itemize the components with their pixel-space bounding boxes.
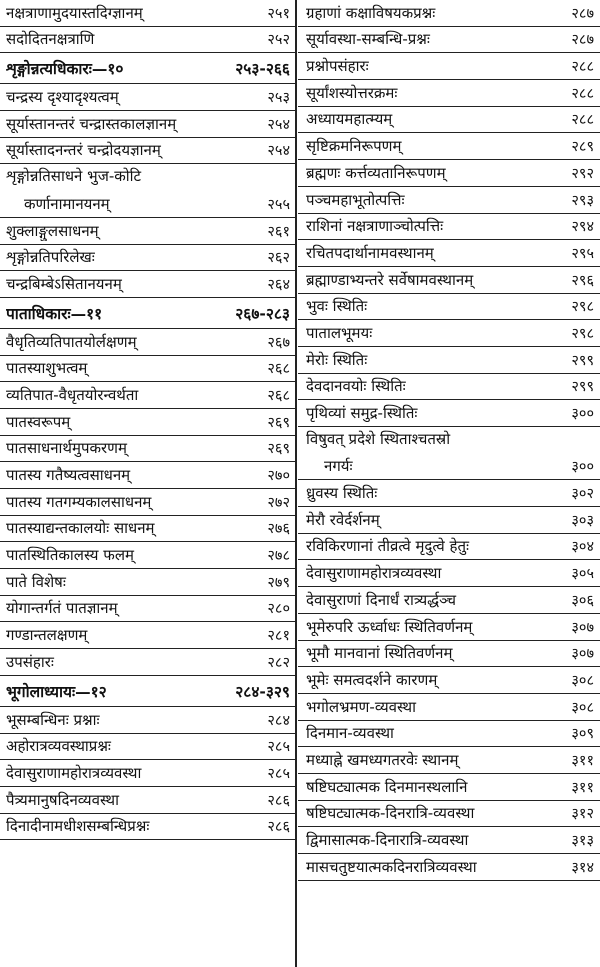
entry-page-number: ३०० — [571, 406, 594, 422]
entry-title: पातसाधनार्थमुपकरणम् — [6, 439, 127, 458]
entry-title: पातस्य गतगम्यकालसाधनम् — [6, 492, 152, 511]
entry-title: पातालभूमयः — [306, 323, 373, 342]
entry-title: चन्द्रबिम्बेऽसितानयनम् — [6, 274, 122, 293]
toc-entry — [298, 214, 600, 241]
toc-entry — [0, 516, 296, 543]
entry-title: विषुवत् प्रदेशे स्थिताश्चतस्रो — [306, 430, 451, 448]
toc-entry — [298, 374, 600, 401]
entry-page-number: २५१ — [267, 5, 290, 22]
entry-title: शुक्लाङ्गुलसाधनम् — [6, 221, 99, 240]
toc-entry — [0, 596, 296, 623]
toc-entry — [298, 480, 600, 507]
entry-title: पातस्याद्यन्तकालयोः साधनम् — [6, 519, 155, 538]
entry-title: पातस्याशुभत्वम् — [6, 359, 88, 378]
entry-title: मेरोः स्थितिः — [306, 350, 368, 369]
entry-page-number: २८१ — [267, 628, 290, 645]
entry-page-number: २९८ — [571, 325, 594, 342]
entry-page-number: २८७ — [571, 32, 594, 49]
entry-page-number: २७९ — [267, 574, 290, 591]
entry-page-number: २९९ — [571, 379, 594, 396]
entry-page-number: ३०६ — [571, 592, 594, 609]
section-title: शृङ्गोन्नत्यधिकारः—१० — [6, 60, 124, 79]
toc-entry — [298, 774, 600, 801]
toc-entry — [298, 560, 600, 587]
entry-page-number: २८८ — [571, 112, 594, 129]
toc-entry — [0, 271, 296, 298]
entry-page-number: ३०८ — [571, 699, 594, 716]
entry-title: प्रश्नोपसंहारः — [306, 57, 369, 76]
section-page-range: २५३-२६६ — [235, 60, 290, 79]
entry-page-number: २९४ — [571, 219, 594, 236]
toc-entry — [0, 569, 296, 596]
entry-title: सूर्यास्तानन्तरं चन्द्रास्तकालज्ञानम् — [6, 114, 177, 133]
entry-page-number: २८८ — [571, 85, 594, 102]
entry-title: भूमेः समत्वदर्शने कारणम् — [306, 670, 438, 689]
entry-title: राशिनां नक्षत्राणाञ्चोत्पत्तिः — [306, 217, 444, 236]
toc-entry — [0, 111, 296, 138]
entry-title: सूर्यास्तादनन्तरं चन्द्रोदयज्ञानम् — [6, 141, 161, 160]
toc-entry — [298, 133, 600, 160]
entry-page-number: ३०८ — [571, 672, 594, 689]
toc-entry — [0, 409, 296, 436]
toc-entry — [0, 84, 296, 111]
entry-title: दिनमान-व्यवस्था — [306, 724, 394, 743]
entry-page-number: ३०२ — [571, 486, 594, 503]
toc-entry — [0, 622, 296, 649]
toc-entry — [298, 854, 600, 881]
entry-title: देवासुराणामहोरात्रव्यवस्था — [6, 763, 142, 782]
toc-entry — [0, 138, 296, 165]
entry-title: द्विमासात्मक-दिनारात्रि-व्यवस्था — [306, 831, 469, 850]
entry-page-number: २९५ — [571, 245, 594, 262]
toc-entry — [0, 734, 296, 761]
entry-title: देवदानवयोः स्थितिः — [306, 377, 406, 396]
entry-title: षष्टिघट्यात्मक दिनमानस्थलानि — [306, 777, 468, 796]
entry-page-number: २७० — [267, 468, 290, 485]
toc-entry — [298, 827, 600, 854]
toc-entry — [298, 694, 600, 721]
entry-page-number: ३०७ — [571, 619, 594, 636]
entry-title-continued: नगर्यः — [324, 457, 353, 476]
toc-entry — [0, 760, 296, 787]
toc-entry — [0, 542, 296, 569]
section-heading — [0, 298, 296, 329]
entry-page-number: २७६ — [267, 521, 290, 538]
toc-entry — [0, 245, 296, 272]
toc-entry — [0, 814, 296, 841]
toc-entry — [0, 164, 296, 217]
toc-entry — [0, 382, 296, 409]
entry-title: भूमेरुपरि ऊर्ध्वाधः स्थितिवर्णनम् — [306, 617, 473, 636]
entry-title: सृष्टिक्रमनिरूपणम् — [306, 137, 402, 156]
toc-entry — [0, 0, 296, 27]
entry-page-number: २७८ — [267, 548, 290, 565]
entry-title: षष्टिघट्यात्मक-दिनरात्रि-व्यवस्था — [306, 804, 475, 823]
toc-entry — [0, 27, 296, 54]
toc-entry — [0, 218, 296, 245]
entry-title: ब्रह्माण्डाभ्यन्तरे सर्वेषामवस्थानम् — [306, 270, 474, 289]
entry-page-number: ३११ — [571, 779, 594, 796]
entry-page-number: २८८ — [571, 59, 594, 76]
entry-page-number: २६४ — [267, 276, 290, 293]
toc-entry — [298, 721, 600, 748]
toc-entry — [298, 427, 600, 480]
entry-page-number: २५२ — [267, 32, 290, 49]
toc-entry — [298, 80, 600, 107]
entry-page-number: २६१ — [267, 223, 290, 240]
entry-page-number: २८६ — [267, 819, 290, 836]
entry-page-number: २७२ — [267, 494, 290, 511]
entry-title: योगान्तर्गतं पातज्ञानम् — [6, 599, 118, 618]
entry-page-number: २६८ — [267, 387, 290, 404]
toc-entry — [298, 641, 600, 668]
toc-entry — [0, 787, 296, 814]
entry-page-number: ३०३ — [571, 512, 594, 529]
entry-continuation — [6, 194, 290, 214]
entry-page-number: २९८ — [571, 299, 594, 316]
entry-title: शृङ्गोन्नतिसाधने भुज-कोटि — [6, 167, 142, 186]
entry-continuation — [306, 456, 594, 476]
entry-page-number: ३११ — [571, 752, 594, 769]
entry-title: पञ्चमहाभूतोत्पत्तिः — [306, 190, 405, 209]
entry-title: सूर्यावस्था-सम्बन्धि-प्रश्नः — [306, 30, 430, 49]
entry-title: अध्यायमहात्म्यम् — [306, 110, 393, 129]
toc-entry — [0, 489, 296, 516]
toc-entry — [298, 53, 600, 80]
entry-title: मध्याह्ने खमध्यगतरवेः स्थानम् — [306, 750, 459, 769]
entry-page-number: २८० — [267, 601, 290, 618]
entry-title: पाते विशेषः — [6, 572, 66, 591]
entry-title: व्यतिपात-वैधृतयोरन्वर्थता — [6, 385, 139, 404]
section-page-range: २८४-३२९ — [235, 682, 290, 701]
entry-page-number: २८४ — [267, 712, 290, 729]
toc-entry — [298, 614, 600, 641]
entry-title: उपसंहारः — [6, 652, 54, 671]
toc-entry — [298, 0, 600, 27]
section-title: भूगोलाध्यायः—१२ — [6, 682, 107, 701]
toc-entry — [298, 267, 600, 294]
entry-page-number: ३०५ — [571, 566, 594, 583]
toc-entry — [298, 160, 600, 187]
entry-title: दिनादीनामधीशसम्बन्धिप्रश्नः — [6, 817, 150, 836]
entry-page-number: २८५ — [267, 765, 290, 782]
entry-title: ध्रुवस्य स्थितिः — [306, 484, 378, 503]
toc-entry — [298, 320, 600, 347]
entry-page-number: ३०९ — [571, 726, 594, 743]
section-heading — [0, 53, 296, 84]
toc-entry — [298, 801, 600, 828]
entry-page-number: २८९ — [571, 139, 594, 156]
toc-entry — [0, 462, 296, 489]
toc-entry — [298, 107, 600, 134]
entry-title: सदोदितनक्षत्राणि — [6, 30, 95, 49]
entry-title: देवासुराणामहोरात्रव्यवस्था — [306, 564, 442, 583]
entry-page-number: २५५ — [267, 196, 290, 213]
entry-page-number: ३०७ — [571, 646, 594, 663]
entry-page-number: २६८ — [267, 361, 290, 378]
entry-page-number: ३०० — [571, 459, 594, 476]
toc-entry — [0, 649, 296, 676]
toc-entry — [0, 707, 296, 734]
entry-page-number: २८७ — [571, 5, 594, 22]
entry-page-number: २९६ — [571, 272, 594, 289]
entry-title: नक्षत्राणामुदयास्तदिग्ज्ञानम् — [6, 3, 143, 22]
toc-entry — [298, 400, 600, 427]
section-page-range: २६७-२८३ — [235, 304, 290, 323]
entry-title: सूर्यांशस्योत्तरक्रमः — [306, 83, 398, 102]
entry-title: शृङ्गोन्नतिपरिलेखः — [6, 248, 95, 267]
entry-title: रचितपदार्थानामवस्थानम् — [306, 243, 434, 262]
entry-title: वैधृतिव्यतिपातयोर्लक्षणम् — [6, 332, 137, 351]
entry-page-number: ३१२ — [571, 806, 594, 823]
entry-page-number: २८५ — [267, 739, 290, 756]
entry-title-continued: कर्णानामानयनम् — [24, 194, 110, 213]
column-divider — [295, 0, 297, 967]
entry-title: देवासुराणां दिनार्धं रात्र्यर्द्धञ्च — [306, 590, 456, 609]
entry-title: ब्रह्मणः कर्त्तव्यतानिरूपणम् — [306, 163, 446, 182]
entry-title: पृथिव्यां समुद्र-स्थितिः — [306, 404, 418, 422]
entry-title: गण्डान्तलक्षणम् — [6, 626, 88, 645]
entry-page-number: २९९ — [571, 352, 594, 369]
toc-entry — [298, 667, 600, 694]
toc-entry — [298, 747, 600, 774]
toc-entry — [298, 294, 600, 321]
entry-title: भूमौ मानवानां स्थितिवर्णनम् — [306, 644, 453, 663]
toc-entry — [298, 507, 600, 534]
entry-page-number: ३१४ — [571, 859, 594, 876]
toc-entry — [0, 436, 296, 463]
entry-page-number: ३१३ — [571, 833, 594, 850]
entry-page-number: २९३ — [571, 192, 594, 209]
entry-title: रविकिरणानां तीव्रत्वे मृदुत्वे हेतुः — [306, 537, 470, 556]
left-column — [0, 0, 296, 967]
toc-entry — [298, 27, 600, 54]
entry-page-number: २९२ — [571, 165, 594, 182]
entry-page-number: २८६ — [267, 792, 290, 809]
toc-entry — [298, 240, 600, 267]
toc-entry — [298, 587, 600, 614]
entry-page-number: २५४ — [267, 143, 290, 160]
entry-title: पातस्य गतैष्यत्वसाधनम् — [6, 466, 131, 485]
entry-title: चन्द्रस्य दृश्यादृश्यत्वम् — [6, 88, 119, 107]
entry-page-number: ३०४ — [571, 539, 594, 556]
toc-entry — [0, 329, 296, 356]
toc-entry — [0, 356, 296, 383]
entry-page-number: २६९ — [267, 414, 290, 431]
entry-page-number: २५३ — [267, 90, 290, 107]
entry-page-number: २६२ — [267, 250, 290, 267]
entry-title: पातस्वरूपम् — [6, 412, 71, 431]
entry-title: अहोरात्रव्यवस्थाप्रश्नः — [6, 737, 111, 756]
entry-title: भूसम्बन्धिनः प्रश्नाः — [6, 710, 100, 729]
entry-title: भुवः स्थितिः — [306, 297, 368, 316]
entry-title: पैत्र्यमानुषदिनव्यवस्था — [6, 790, 119, 809]
entry-page-number: २६७ — [267, 334, 290, 351]
entry-title: मेरौ रवेर्दर्शनम् — [306, 510, 380, 529]
section-heading — [0, 676, 296, 707]
entry-title: मासचतुष्टयात्मकदिनरात्रिव्यवस्था — [306, 857, 477, 876]
right-column — [298, 0, 600, 967]
entry-title: भगोलभ्रमण-व्यवस्था — [306, 697, 416, 716]
section-title: पाताधिकारः—११ — [6, 304, 103, 323]
toc-entry — [298, 187, 600, 214]
toc-entry — [298, 347, 600, 374]
toc-entry — [298, 534, 600, 561]
entry-page-number: २६९ — [267, 441, 290, 458]
entry-title: पातस्थितिकालस्य फलम् — [6, 546, 134, 565]
entry-page-number: २८२ — [267, 654, 290, 671]
entry-title: ग्रहाणां कक्षाविषयकप्रश्नः — [306, 3, 436, 22]
entry-page-number: २५४ — [267, 116, 290, 133]
